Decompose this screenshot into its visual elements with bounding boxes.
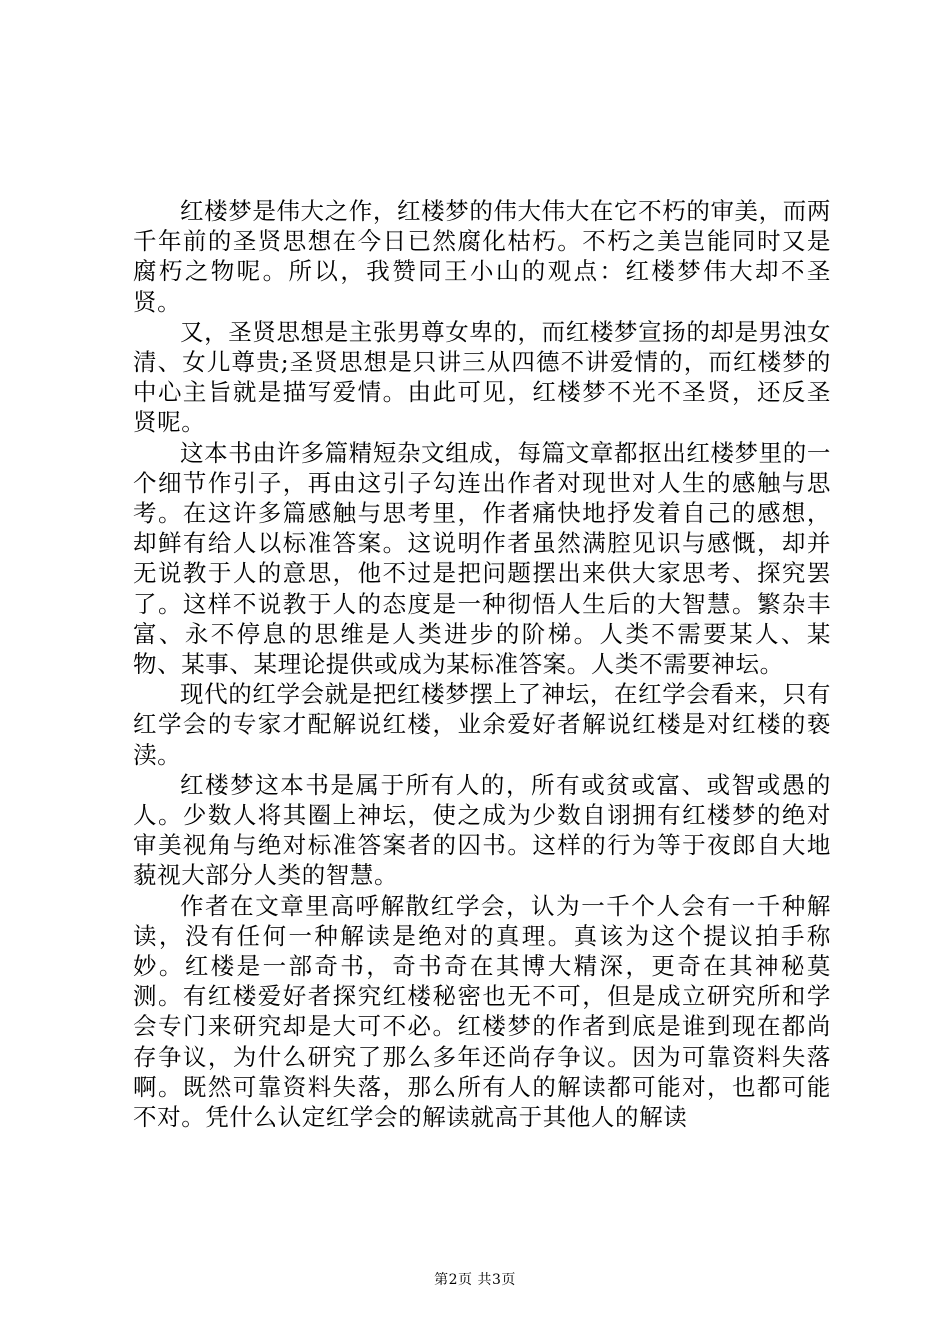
paragraph-1: 红楼梦是伟大之作，红楼梦的伟大伟大在它不朽的审美，而两千年前的圣贤思想在今日已然腐化枯朽。不朽之美岂能同时又是腐朽之物呢。所以，我赞同王小山的观点：红楼梦伟大却不圣贤。: [133, 197, 831, 316]
document-body: [133, 196, 831, 1132]
paragraph-5: 红楼梦这本书是属于所有人的，所有或贫或富、或智或愚的人。少数人将其圈上神坛，使之成为少数自诩拥有红楼梦的绝对审美视角与绝对标准答案者的囚书。这样的行为等于夜郎自大地藐视大部分人类的智慧。: [133, 770, 831, 890]
page-footer: 第2页 共3页: [434, 1272, 516, 1288]
paragraph-6: 作者在文章里高呼解散红学会，认为一千个人会有一千种解读，没有任何一种解读是绝对的真理。真该为这个提议拍手称妙。红楼是一部奇书，奇书奇在其博大精深，更奇在其神秘莫测。有红楼爱好者探究红楼秘密也无不可，但是成立研究所和学会专门来研究却是大可不必。红楼梦的作者到底是谁到现在都尚存争议，为什么研究了那么多年还尚存争议。因为可靠资料失落啊。既然可靠资料失落，那么所有人的解读都可能对，也都可能不对。凭什么认定红学会的解读就高于其他人的解读: [133, 891, 831, 1132]
paragraph-4: 现代的红学会就是把红楼梦摆上了神坛，在红学会看来，只有红学会的专家才配解说红楼，业余爱好者解说红楼是对红楼的亵渎。: [133, 680, 831, 769]
paragraph-2: 又，圣贤思想是主张男尊女卑的，而红楼梦宣扬的却是男浊女清、女儿尊贵;圣贤思想是只讲三从四德不讲爱情的，而红楼梦的中心主旨就是描写爱情。由此可见，红楼梦不光不圣贤，还反圣贤呢。: [133, 317, 831, 437]
paragraph-3: 这本书由许多篇精短杂文组成，每篇文章都抠出红楼梦里的一个细节作引子，再由这引子勾连出作者对现世对人生的感触与思考。在这许多篇感触与思考里，作者痛快地抒发着自己的感想，却鲜有给人以标准答案。这说明作者虽然满腔见识与感慨，却并无说教于人的意思，他不过是把问题摆出来供大家思考、探究罢了。这样不说教于人的态度是一种彻悟人生后的大智慧。繁杂丰富、永不停息的思维是人类进步的阶梯。人类不需要某人、某物、某事、某理论提供或成为某标准答案。人类不需要神坛。: [133, 438, 831, 679]
